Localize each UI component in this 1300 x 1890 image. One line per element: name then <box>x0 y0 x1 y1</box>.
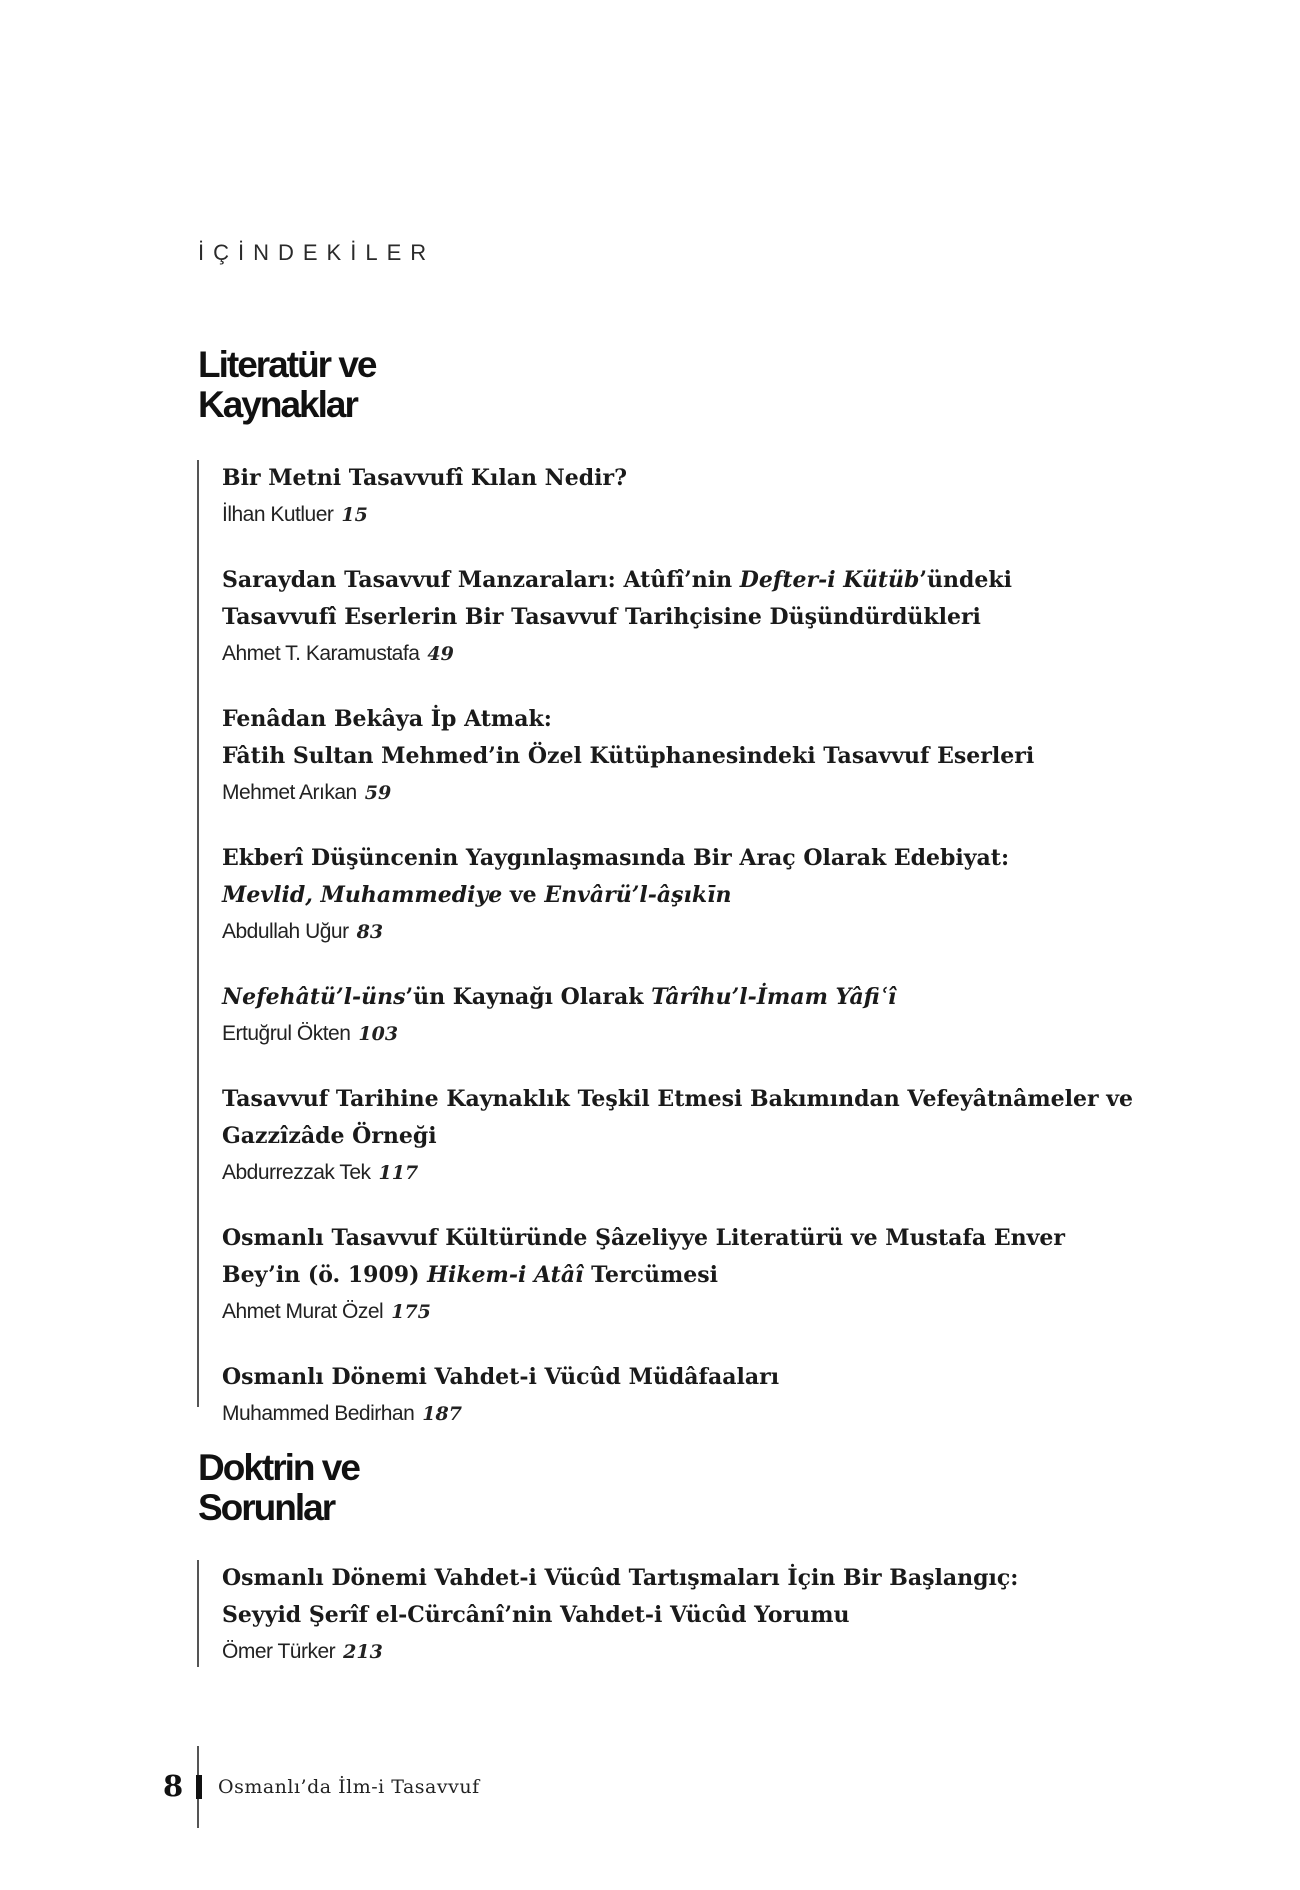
entry-title-italic: Târîhu’l-İmam Yâfiʿî <box>651 984 897 1010</box>
entry-title-line: Osmanlı Dönemi Vahdet-i Vücûd Tartışmaları İçin Bir Başlangıç: <box>222 1565 1019 1591</box>
entry-title <box>222 562 1122 636</box>
toc-entry[interactable] <box>222 1359 1122 1429</box>
toc-entry[interactable] <box>222 979 1122 1049</box>
section-title-doktrin <box>198 1448 558 1528</box>
entry-title <box>222 701 1122 775</box>
entry-title <box>222 460 1122 497</box>
entry-title <box>222 979 1122 1016</box>
entry-title-line: Tasavvufî Eserlerin Bir Tasavvuf Tarihçisine Düşündürdükleri <box>222 604 981 630</box>
entry-page-number: 103 <box>358 1023 399 1045</box>
entry-author: Mehmet Arıkan <box>222 781 357 804</box>
entry-author: Abdurrezzak Tek <box>222 1161 371 1184</box>
entry-title-italic: Nefehâtü’l-üns <box>222 984 406 1010</box>
entry-title <box>222 840 1122 914</box>
entry-title-line: Fenâdan Bekâya İp Atmak: <box>222 706 552 732</box>
entry-title-line: Fâtih Sultan Mehmed’in Özel Kütüphanesindeki Tasavvuf Eserleri <box>222 743 1035 769</box>
entry-meta <box>222 917 1122 947</box>
entry-title-text: ’ün Kaynağı Olarak <box>405 984 652 1010</box>
entry-author: Abdullah Uğur <box>222 920 349 943</box>
section-title-line: Literatür ve <box>198 344 376 385</box>
entry-title <box>222 1220 1122 1294</box>
entry-page-number: 15 <box>341 504 368 526</box>
entry-title-line: Tasavvuf Tarihine Kaynaklık Teşkil Etmesi Bakımından Vefeyâtnâmeler ve <box>222 1086 1134 1112</box>
section-title-literatur <box>198 345 558 425</box>
footer-book-title: Osmanlı’da İlm-i Tasavvuf <box>218 1776 480 1798</box>
toc-entry[interactable] <box>222 562 1122 669</box>
entry-meta <box>222 1399 1122 1429</box>
toc-entry[interactable] <box>222 701 1122 808</box>
section-title-line: Sorunlar <box>198 1487 335 1528</box>
entry-title-line <box>222 562 1122 599</box>
entry-page-number: 59 <box>364 782 392 804</box>
entry-title-text: ’ündeki <box>919 567 1013 593</box>
entry-title-line: Bir Metni Tasavvufî Kılan Nedir? <box>222 465 628 491</box>
entry-author: Ahmet T. Karamustafa <box>222 642 420 665</box>
entry-title-line <box>222 1257 1122 1294</box>
entry-title-line <box>222 877 1122 914</box>
entry-title-line: Gazzîzâde Örneği <box>222 1123 437 1149</box>
entry-title-line <box>222 979 1122 1016</box>
entry-title-text: ve <box>502 882 545 908</box>
footer-marker <box>196 1775 202 1799</box>
entry-title-text: Tercümesi <box>583 1262 718 1288</box>
section-title-line: Kaynaklar <box>198 384 357 425</box>
entry-page-number: 213 <box>343 1641 383 1663</box>
entry-meta <box>222 1019 1122 1049</box>
entry-page-number: 175 <box>391 1301 431 1323</box>
entry-author: İlhan Kutluer <box>222 503 334 526</box>
entry-page-number: 117 <box>378 1162 419 1184</box>
entry-title-italic: Envârü’l-âşıkīn <box>544 882 732 908</box>
section-title-line: Doktrin ve <box>198 1447 359 1488</box>
entry-meta <box>222 500 1122 530</box>
entry-title-italic: Hikem-i Atâî <box>427 1262 584 1288</box>
entry-author: Ömer Türker <box>222 1640 336 1663</box>
entry-page-number: 49 <box>427 643 454 665</box>
toc-entry[interactable] <box>222 1560 1122 1667</box>
section-entries-doktrin <box>197 1560 1122 1667</box>
toc-entry[interactable] <box>222 1220 1122 1327</box>
page-heading: İÇİNDEKİLER <box>198 240 436 265</box>
entry-title <box>222 1560 1122 1634</box>
entry-title <box>222 1359 1122 1396</box>
entry-title <box>222 1081 1134 1155</box>
entry-title-line: Osmanlı Tasavvuf Kültüründe Şâzeliyye Literatürü ve Mustafa Enver <box>222 1225 1065 1251</box>
footer-page-number: 8 <box>163 1769 184 1803</box>
entry-meta <box>222 778 1122 808</box>
entry-meta <box>222 1297 1122 1327</box>
entry-page-number: 83 <box>356 921 384 943</box>
entry-author: Ertuğrul Ökten <box>222 1022 351 1045</box>
entry-author: Muhammed Bedirhan <box>222 1402 415 1425</box>
entry-title-text: Saraydan Tasavvuf Manzaraları: Atûfî’nin <box>222 567 740 593</box>
entry-title-italic: Defter-i Kütüb <box>739 567 920 593</box>
section-entries-literatur <box>197 460 1134 1425</box>
entry-author: Ahmet Murat Özel <box>222 1300 384 1323</box>
entry-title-italic: Mevlid, Muhammediye <box>222 882 503 908</box>
entry-meta <box>222 639 1122 669</box>
entry-title-text: Bey’in (ö. 1909) <box>222 1262 428 1288</box>
entry-title-line: Seyyid Şerîf el-Cürcânî’nin Vahdet-i Vücûd Yorumu <box>222 1602 850 1628</box>
entry-meta <box>222 1637 1122 1667</box>
entry-title-line: Ekberî Düşüncenin Yaygınlaşmasında Bir Araç Olarak Edebiyat: <box>222 845 1010 871</box>
toc-entry[interactable] <box>222 460 1122 530</box>
entry-page-number: 187 <box>422 1403 462 1425</box>
entry-title-line: Osmanlı Dönemi Vahdet-i Vücûd Müdâfaaları <box>222 1364 780 1390</box>
entry-meta <box>222 1158 1122 1188</box>
toc-entry[interactable] <box>222 840 1122 947</box>
toc-entry[interactable] <box>222 1081 1134 1188</box>
